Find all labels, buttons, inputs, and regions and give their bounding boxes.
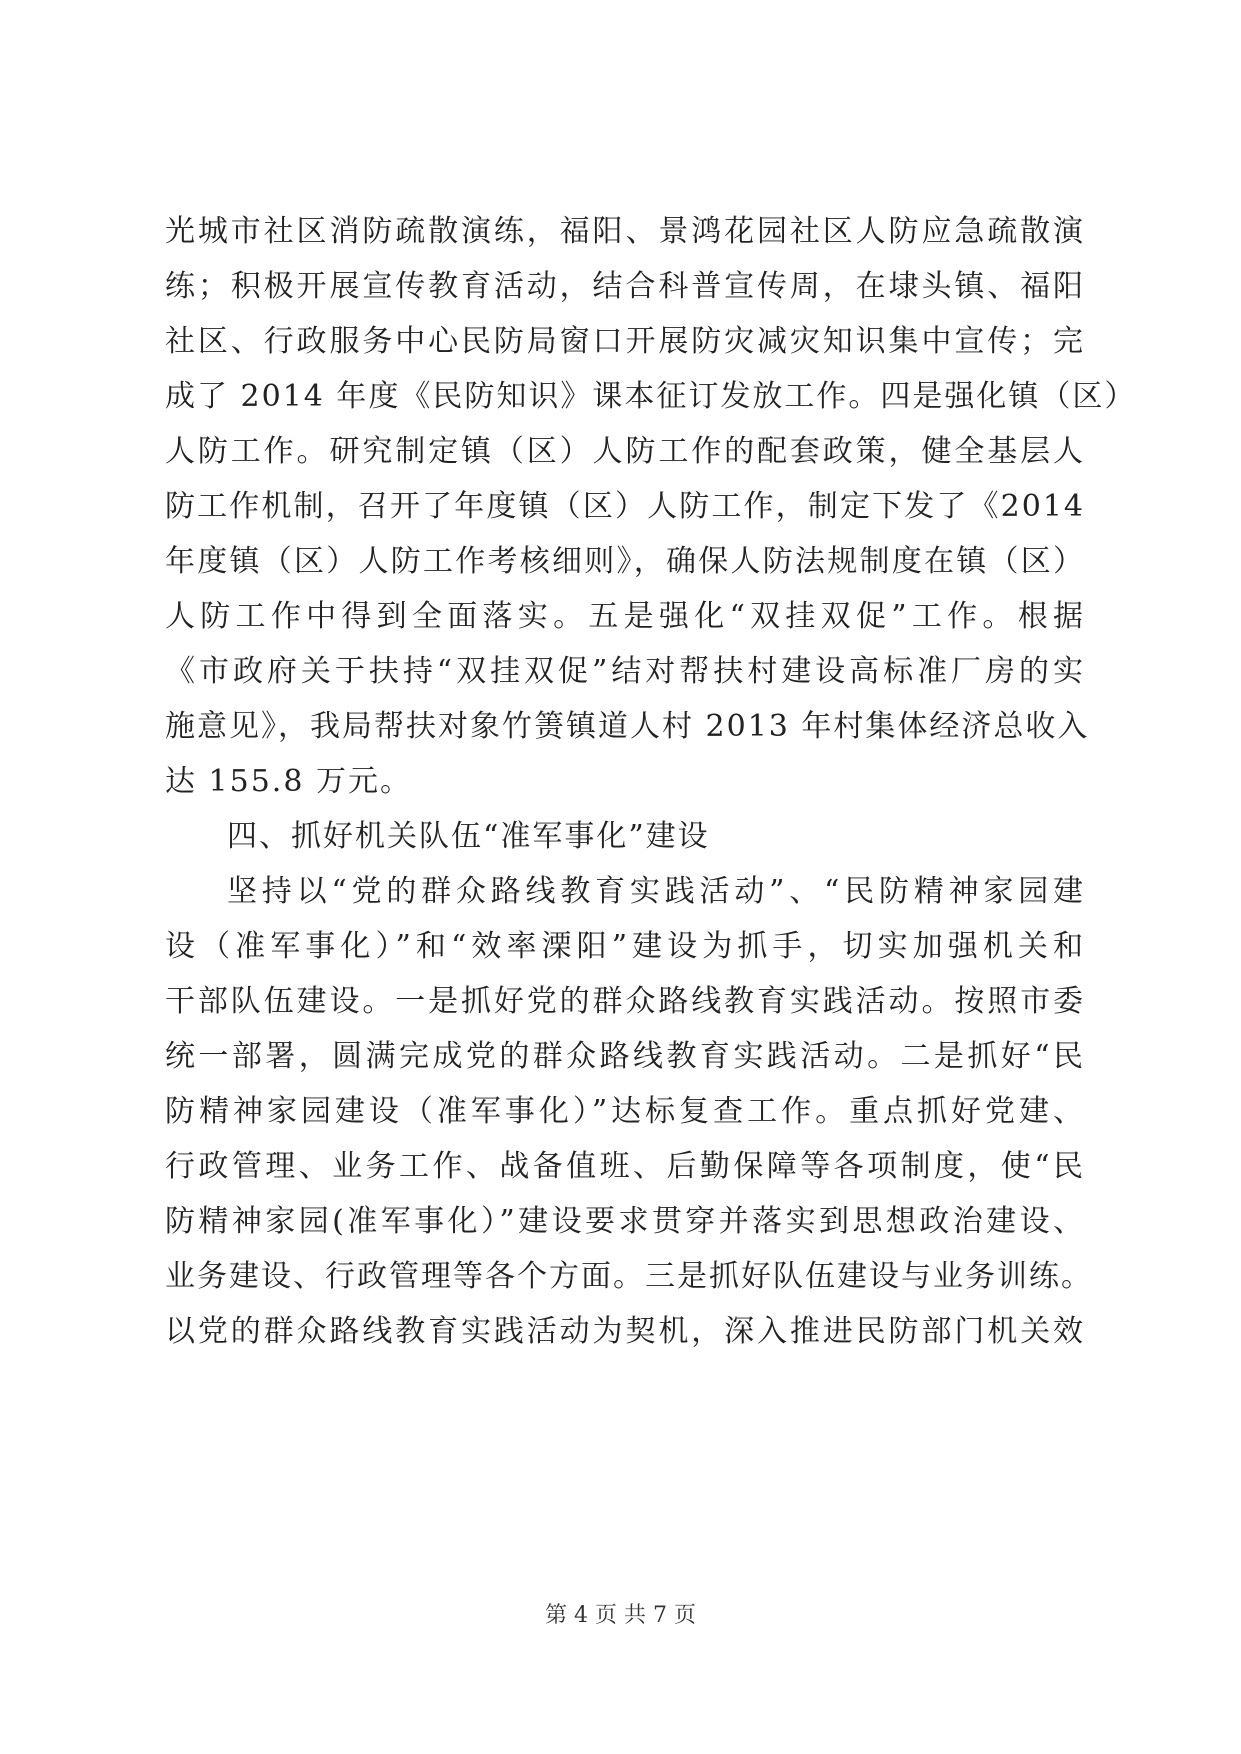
body-text-line: 干部队伍建设。一是抓好党的群众路线教育实践活动。按照市委 xyxy=(165,984,1085,1019)
body-text-line: 防工作机制，召开了年度镇（区）人防工作，制定下发了《2014 xyxy=(165,489,1085,524)
body-text-line: 行政管理、业务工作、战备值班、后勤保障等各项制度，使“民 xyxy=(165,1149,1085,1184)
body-text-line: 统一部署，圆满完成党的群众路线教育实践活动。二是抓好“民 xyxy=(165,1039,1085,1074)
body-text-line: 光城市社区消防疏散演练，福阳、景鸿花园社区人防应急疏散演 xyxy=(165,214,1085,249)
body-text-line: 以党的群众路线教育实践活动为契机，深入推进民防部门机关效 xyxy=(165,1314,1085,1349)
body-text-line: 年度镇（区）人防工作考核细则》，确保人防法规制度在镇（区） xyxy=(165,544,1085,579)
section-heading: 四、抓好机关队伍“准军事化”建设 xyxy=(227,819,710,854)
body-text-line: 人防工作中得到全面落实。五是强化“双挂双促”工作。根据 xyxy=(165,599,1085,634)
body-text-line: 设（准军事化）”和“效率溧阳”建设为抓手，切实加强机关和 xyxy=(165,929,1085,964)
body-text-line: 练；积极开展宣传教育活动，结合科普宣传周，在埭头镇、福阳 xyxy=(165,269,1085,304)
body-text-line: 防精神家园(准军事化）”建设要求贯穿并落实到思想政治建设、 xyxy=(165,1204,1085,1239)
body-text-line: 施意见》，我局帮扶对象竹箦镇道人村 2013 年村集体经济总收入 xyxy=(165,709,1090,744)
paragraph-first-line: 坚持以“党的群众路线教育实践活动”、“民防精神家园建 xyxy=(227,874,1085,909)
body-text-line: 防精神家园建设（准军事化）”达标复查工作。重点抓好党建、 xyxy=(165,1094,1085,1129)
body-text-line: 业务建设、行政管理等各个方面。三是抓好队伍建设与业务训练。 xyxy=(165,1259,1093,1294)
body-text-line: 社区、行政服务中心民防局窗口开展防灾减灾知识集中宣传；完 xyxy=(165,324,1085,359)
body-text-line: 达 155.8 万元。 xyxy=(165,764,412,799)
page-number-footer: 第 4 页 共 7 页 xyxy=(545,1603,696,1628)
body-text-line: 《市政府关于扶持“双挂双促”结对帮扶村建设高标准厂房的实 xyxy=(165,654,1085,689)
body-text-line: 成了 2014 年度《民防知识》课本征订发放工作。四是强化镇（区） xyxy=(165,379,1137,414)
body-text-line: 人防工作。研究制定镇（区）人防工作的配套政策，健全基层人 xyxy=(165,434,1085,469)
